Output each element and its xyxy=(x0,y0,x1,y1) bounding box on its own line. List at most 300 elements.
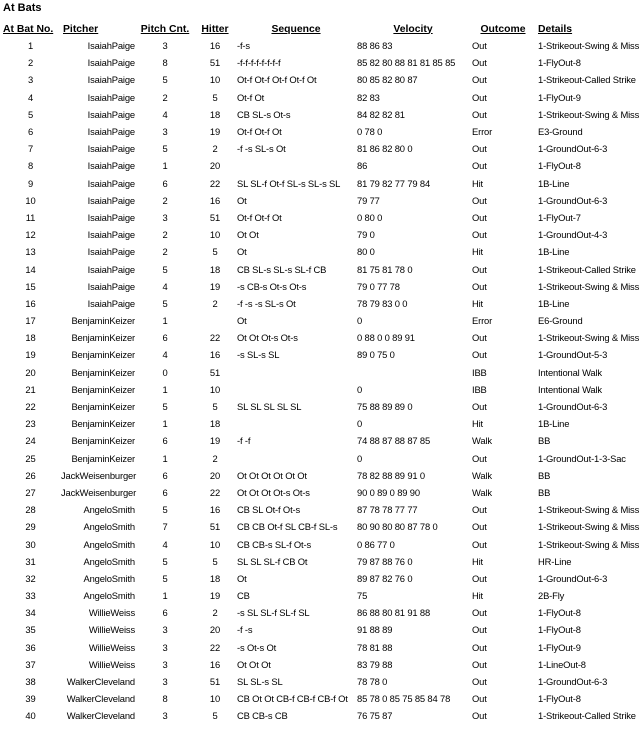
outcome-cell: Error xyxy=(472,315,493,327)
outcome-cell: Walk xyxy=(472,469,492,481)
at-bat-no-cell: 36 xyxy=(25,641,36,653)
table-header xyxy=(0,21,628,37)
outcome-cell: Out xyxy=(472,676,487,688)
at-bat-no-cell: 39 xyxy=(25,693,36,705)
details-cell: Intentional Walk xyxy=(538,383,602,395)
velocity-cell: 81 86 82 80 0 xyxy=(357,143,413,155)
outcome-cell: Out xyxy=(472,658,487,670)
pitch-count-cell: 6 xyxy=(162,435,168,447)
outcome-cell: Out xyxy=(472,160,487,172)
table-row xyxy=(0,621,628,638)
sequence-cell: -f -f xyxy=(237,435,251,447)
details-cell: BB xyxy=(538,486,551,498)
table-row xyxy=(0,278,628,295)
pitcher-cell: IsaiahPaige xyxy=(87,229,135,241)
hitter-cell: 2 xyxy=(212,143,218,155)
details-cell: 1-GroundOut-6-3 xyxy=(538,572,608,584)
at-bat-no-cell: 5 xyxy=(27,108,34,120)
sequence-cell: SL SL SL SL SL xyxy=(237,401,302,413)
outcome-cell: Out xyxy=(472,280,487,292)
velocity-cell xyxy=(355,364,469,381)
outcome-cell: Out xyxy=(472,57,487,69)
sequence-cell: SL SL-f Ot-f SL-s SL-s SL xyxy=(237,177,341,189)
velocity-cell: 0 86 77 0 xyxy=(357,538,395,550)
pitch-count-cell: 5 xyxy=(162,572,168,584)
details-cell: 1-Strikeout-Called Strike xyxy=(538,710,636,722)
table-row xyxy=(0,346,628,363)
hitter-cell: 16 xyxy=(209,194,221,206)
velocity-cell: 79 87 88 76 0 xyxy=(357,555,413,567)
sequence-cell: Ot xyxy=(237,194,247,206)
sequence-cell: -f -s xyxy=(237,624,253,636)
table-row xyxy=(0,329,628,346)
hitter-cell: 18 xyxy=(209,572,221,584)
table-row xyxy=(0,553,628,570)
pitch-count-cell: 1 xyxy=(162,452,168,464)
at-bat-no-cell: 24 xyxy=(25,435,36,447)
pitch-count-cell: 5 xyxy=(162,555,168,567)
pitcher-cell: AngeloSmith xyxy=(83,590,135,602)
sequence-cell: -s SL-s SL xyxy=(237,349,280,361)
velocity-cell: 83 79 88 xyxy=(357,658,393,670)
table-row xyxy=(0,106,628,123)
velocity-cell: 89 0 75 0 xyxy=(357,349,395,361)
table-row xyxy=(0,450,628,467)
table-row xyxy=(0,209,628,226)
pitch-count-cell: 1 xyxy=(162,418,168,430)
velocity-cell: 78 82 88 89 91 0 xyxy=(357,469,425,481)
details-cell: 1-GroundOut-4-3 xyxy=(538,229,608,241)
sequence-cell: CB SL Ot-f Ot-s xyxy=(237,504,301,516)
sequence-cell xyxy=(235,381,355,398)
hitter-cell: 20 xyxy=(209,624,221,636)
outcome-cell: Hit xyxy=(472,555,484,567)
outcome-cell: Out xyxy=(472,572,487,584)
pitcher-cell: IsaiahPaige xyxy=(87,263,135,275)
pitch-count-cell: 5 xyxy=(162,401,168,413)
hitter-cell: 10 xyxy=(209,693,221,705)
header-hitter: Hitter xyxy=(201,23,229,35)
sequence-cell: CB CB-s CB xyxy=(237,710,288,722)
pitch-count-cell: 3 xyxy=(162,710,168,722)
table-row xyxy=(0,364,628,381)
table-row xyxy=(0,673,628,690)
velocity-cell: 79 0 77 78 xyxy=(357,280,400,292)
pitch-count-cell: 3 xyxy=(162,676,168,688)
at-bat-no-cell: 38 xyxy=(25,676,36,688)
hitter-cell: 10 xyxy=(209,383,221,395)
table-row xyxy=(0,604,628,621)
pitch-count-cell: 5 xyxy=(162,143,168,155)
sequence-cell xyxy=(235,157,355,174)
table-row xyxy=(0,639,628,656)
hitter-cell xyxy=(195,312,235,329)
at-bat-no-cell: 29 xyxy=(25,521,36,533)
table-row xyxy=(0,707,628,724)
velocity-cell: 86 xyxy=(357,160,368,172)
pitch-count-cell: 6 xyxy=(162,607,168,619)
hitter-cell: 5 xyxy=(212,555,218,567)
details-cell: 1-Strikeout-Called Strike xyxy=(538,263,636,275)
pitcher-cell: WalkerCleveland xyxy=(66,693,135,705)
hitter-cell: 5 xyxy=(212,401,218,413)
header-sequence: Sequence xyxy=(271,23,321,35)
pitch-count-cell: 1 xyxy=(162,160,168,172)
hitter-cell: 16 xyxy=(209,349,221,361)
pitcher-cell: IsaiahPaige xyxy=(87,91,135,103)
pitch-count-cell: 5 xyxy=(162,74,168,86)
table-row xyxy=(0,432,628,449)
pitch-count-cell: 4 xyxy=(162,108,168,120)
at-bat-no-cell: 16 xyxy=(25,297,36,309)
outcome-cell: Out xyxy=(472,143,487,155)
sequence-cell: SL SL-s SL xyxy=(237,676,283,688)
pitch-count-cell: 0 xyxy=(162,366,168,378)
header-velocity: Velocity xyxy=(393,23,433,35)
pitcher-cell: WillieWeiss xyxy=(88,641,135,653)
at-bat-no-cell: 12 xyxy=(25,229,36,241)
pitcher-cell: JackWeisenburger xyxy=(61,469,137,481)
table-row xyxy=(0,37,628,54)
at-bat-no-cell: 28 xyxy=(25,504,36,516)
details-cell: E3-Ground xyxy=(538,126,583,138)
velocity-cell: 85 78 0 85 75 85 84 78 xyxy=(357,693,451,705)
velocity-cell: 0 80 0 xyxy=(357,211,383,223)
sequence-cell: -f-s xyxy=(237,40,250,52)
outcome-cell: Out xyxy=(472,194,487,206)
pitch-count-cell: 4 xyxy=(162,538,168,550)
table-row xyxy=(0,518,628,535)
sequence-cell: -f -s SL-s Ot xyxy=(237,143,286,155)
pitcher-cell: BenjaminKeizer xyxy=(71,366,135,378)
pitch-count-cell: 6 xyxy=(162,332,168,344)
details-cell: 1-Strikeout-Swing & Miss xyxy=(538,504,639,516)
at-bat-no-cell: 11 xyxy=(25,211,36,223)
outcome-cell: Hit xyxy=(472,246,484,258)
hitter-cell: 22 xyxy=(209,177,221,189)
table-row xyxy=(0,656,628,673)
velocity-cell: 0 xyxy=(357,315,363,327)
details-cell: 1-GroundOut-6-3 xyxy=(538,194,608,206)
pitcher-cell: IsaiahPaige xyxy=(87,74,135,86)
hitter-cell: 19 xyxy=(209,126,221,138)
at-bat-no-cell: 13 xyxy=(25,246,36,258)
table-row xyxy=(0,398,628,415)
outcome-cell: Out xyxy=(472,211,487,223)
pitcher-cell: BenjaminKeizer xyxy=(71,452,135,464)
pitch-count-cell: 3 xyxy=(162,126,168,138)
hitter-cell: 51 xyxy=(209,211,221,223)
velocity-cell: 78 78 0 xyxy=(357,676,388,688)
sequence-cell: SL SL SL-f CB Ot xyxy=(237,555,308,567)
details-cell: 1-Strikeout-Swing & Miss xyxy=(538,40,639,52)
pitch-count-cell: 5 xyxy=(162,297,168,309)
outcome-cell: Out xyxy=(472,521,487,533)
at-bat-no-cell: 7 xyxy=(27,143,34,155)
velocity-cell: 0 88 0 0 89 91 xyxy=(357,332,415,344)
hitter-cell: 18 xyxy=(209,108,221,120)
outcome-cell: Out xyxy=(472,349,487,361)
details-cell: 1-FlyOut-8 xyxy=(538,57,581,69)
sequence-cell: Ot-f Ot-f Ot xyxy=(237,211,282,223)
header-outcome: Outcome xyxy=(480,23,526,35)
sequence-cell: Ot-f Ot-f Ot-f Ot-f Ot xyxy=(237,74,317,86)
velocity-cell: 82 83 xyxy=(357,91,380,103)
hitter-cell: 2 xyxy=(212,607,218,619)
hitter-cell: 51 xyxy=(209,366,221,378)
pitcher-cell: BenjaminKeizer xyxy=(71,435,135,447)
table-row xyxy=(0,690,628,707)
pitcher-cell: AngeloSmith xyxy=(83,555,135,567)
details-cell: 2B-Fly xyxy=(538,590,565,602)
pitcher-cell: IsaiahPaige xyxy=(87,40,135,52)
outcome-cell: Out xyxy=(472,641,487,653)
details-cell: 1-FlyOut-8 xyxy=(538,624,581,636)
pitcher-cell: WalkerCleveland xyxy=(66,710,135,722)
header-row xyxy=(0,21,628,37)
pitch-count-cell: 6 xyxy=(162,177,168,189)
pitcher-cell: IsaiahPaige xyxy=(87,108,135,120)
velocity-cell: 80 85 82 80 87 xyxy=(357,74,418,86)
details-cell: 1-Strikeout-Swing & Miss xyxy=(538,538,639,550)
hitter-cell: 51 xyxy=(209,676,221,688)
outcome-cell: Out xyxy=(472,91,487,103)
details-cell: 1-GroundOut-6-3 xyxy=(538,401,608,413)
pitch-count-cell: 1 xyxy=(162,590,168,602)
sequence-cell: -f -s -s SL-s Ot xyxy=(237,297,296,309)
details-cell: 1-Strikeout-Called Strike xyxy=(538,74,636,86)
at-bat-no-cell: 22 xyxy=(25,401,36,413)
at-bat-no-cell: 17 xyxy=(25,315,36,327)
velocity-cell: 74 88 87 88 87 85 xyxy=(357,435,431,447)
details-cell: BB xyxy=(538,469,551,481)
pitcher-cell: IsaiahPaige xyxy=(87,211,135,223)
outcome-cell: Out xyxy=(472,538,487,550)
outcome-cell: Out xyxy=(472,40,487,52)
table-row xyxy=(0,226,628,243)
at-bat-no-cell: 40 xyxy=(25,710,36,722)
hitter-cell: 10 xyxy=(209,74,221,86)
velocity-cell: 84 82 82 81 xyxy=(357,108,405,120)
velocity-cell: 0 xyxy=(357,383,363,395)
velocity-cell: 88 86 83 xyxy=(357,40,393,52)
at-bat-no-cell: 33 xyxy=(25,590,36,602)
sequence-cell: -s CB-s Ot-s Ot-s xyxy=(237,280,307,292)
details-cell: 1-FlyOut-8 xyxy=(538,607,581,619)
hitter-cell: 51 xyxy=(209,57,221,69)
outcome-cell: Out xyxy=(472,229,487,241)
hitter-cell: 16 xyxy=(209,40,221,52)
pitcher-cell: IsaiahPaige xyxy=(87,57,135,69)
pitcher-cell: AngeloSmith xyxy=(83,504,135,516)
at-bat-no-cell: 27 xyxy=(25,486,36,498)
table-row xyxy=(0,192,628,209)
hitter-cell: 10 xyxy=(209,229,221,241)
velocity-cell: 76 75 87 xyxy=(357,710,393,722)
details-cell: 1B-Line xyxy=(538,177,570,189)
pitch-count-cell: 4 xyxy=(162,349,168,361)
at-bat-no-cell: 31 xyxy=(25,555,36,567)
outcome-cell: Out xyxy=(472,108,487,120)
pitch-count-cell: 5 xyxy=(162,504,168,516)
sequence-cell: CB CB-s SL-f Ot-s xyxy=(237,538,312,550)
at-bat-no-cell: 14 xyxy=(25,263,36,275)
pitcher-cell: BenjaminKeizer xyxy=(71,383,135,395)
hitter-cell: 20 xyxy=(209,160,221,172)
outcome-cell: IBB xyxy=(472,383,487,395)
sequence-cell: -s Ot-s Ot xyxy=(237,641,277,653)
pitch-count-cell: 1 xyxy=(162,315,168,327)
velocity-cell: 78 81 88 xyxy=(357,641,393,653)
table-row xyxy=(0,260,628,277)
sequence-cell: Ot Ot Ot xyxy=(237,658,271,670)
at-bat-no-cell: 4 xyxy=(27,91,34,103)
sequence-cell: CB SL-s SL-s SL-f CB xyxy=(237,263,327,275)
at-bat-no-cell: 2 xyxy=(27,57,34,69)
pitch-count-cell: 7 xyxy=(162,521,168,533)
details-cell: 1-FlyOut-9 xyxy=(538,91,581,103)
sequence-cell: Ot Ot Ot-s Ot-s xyxy=(237,332,298,344)
velocity-cell: 81 79 82 77 79 84 xyxy=(357,177,431,189)
table-row xyxy=(0,89,628,106)
hitter-cell: 19 xyxy=(209,435,221,447)
details-cell: 1-GroundOut-6-3 xyxy=(538,676,608,688)
pitcher-cell: WillieWeiss xyxy=(88,658,135,670)
pitcher-cell: IsaiahPaige xyxy=(87,143,135,155)
table-row xyxy=(0,157,628,174)
velocity-cell: 0 xyxy=(357,452,363,464)
pitch-count-cell: 1 xyxy=(162,383,168,395)
pitcher-cell: IsaiahPaige xyxy=(87,126,135,138)
at-bat-no-cell: 10 xyxy=(25,194,36,206)
table-row xyxy=(0,175,628,192)
pitcher-cell: IsaiahPaige xyxy=(87,297,135,309)
pitch-count-cell: 2 xyxy=(162,246,168,258)
outcome-cell: Out xyxy=(472,74,487,86)
at-bat-no-cell: 6 xyxy=(27,126,34,138)
outcome-cell: Out xyxy=(472,710,487,722)
outcome-cell: Out xyxy=(472,624,487,636)
pitch-count-cell: 2 xyxy=(162,194,168,206)
details-cell: 1-FlyOut-7 xyxy=(538,211,581,223)
outcome-cell: Hit xyxy=(472,297,484,309)
table-row xyxy=(0,71,628,88)
velocity-cell: 89 87 82 76 0 xyxy=(357,572,413,584)
pitcher-cell: AngeloSmith xyxy=(83,538,135,550)
outcome-cell: Hit xyxy=(472,590,484,602)
pitcher-cell: BenjaminKeizer xyxy=(71,418,135,430)
table-row xyxy=(0,54,628,71)
at-bat-no-cell: 26 xyxy=(25,469,36,481)
pitcher-cell: WillieWeiss xyxy=(88,624,135,636)
pitcher-cell: JackWeisenburger xyxy=(61,486,137,498)
outcome-cell: Out xyxy=(472,401,487,413)
hitter-cell: 5 xyxy=(212,91,218,103)
velocity-cell: 0 78 0 xyxy=(357,126,383,138)
details-cell: BB xyxy=(538,435,551,447)
outcome-cell: Out xyxy=(472,504,487,516)
sequence-cell: Ot Ot xyxy=(237,229,259,241)
table-row xyxy=(0,381,628,398)
pitch-count-cell: 2 xyxy=(162,229,168,241)
outcome-cell: Walk xyxy=(472,435,492,447)
table-row xyxy=(0,295,628,312)
table-row xyxy=(0,535,628,552)
sequence-cell: -s SL SL-f SL-f SL xyxy=(237,607,310,619)
at-bat-no-cell: 32 xyxy=(25,572,36,584)
pitch-count-cell: 3 xyxy=(162,40,168,52)
hitter-cell: 16 xyxy=(209,658,221,670)
pitcher-cell: AngeloSmith xyxy=(83,572,135,584)
outcome-cell: Out xyxy=(472,263,487,275)
at-bat-no-cell: 30 xyxy=(25,538,36,550)
sequence-cell: Ot xyxy=(237,246,247,258)
velocity-cell: 79 0 xyxy=(357,229,375,241)
table-row xyxy=(0,415,628,432)
details-cell: Intentional Walk xyxy=(538,366,602,378)
sequence-cell: CB CB Ot-f SL CB-f SL-s xyxy=(237,521,338,533)
outcome-cell: Out xyxy=(472,693,487,705)
outcome-cell: Hit xyxy=(472,177,484,189)
pitch-count-cell: 5 xyxy=(162,263,168,275)
sequence-cell: CB xyxy=(237,590,250,602)
hitter-cell: 5 xyxy=(212,246,218,258)
velocity-cell: 81 75 81 78 0 xyxy=(357,263,413,275)
details-cell: 1-GroundOut-5-3 xyxy=(538,349,608,361)
sequence-cell xyxy=(235,364,355,381)
pitcher-cell: IsaiahPaige xyxy=(87,246,135,258)
hitter-cell: 19 xyxy=(209,590,221,602)
at-bats-table xyxy=(0,21,639,725)
hitter-cell: 2 xyxy=(212,297,218,309)
sheet-title: At Bats xyxy=(3,2,42,14)
at-bat-no-cell: 18 xyxy=(25,332,36,344)
sequence-cell: Ot Ot Ot Ot Ot Ot xyxy=(237,469,307,481)
pitch-count-cell: 6 xyxy=(162,469,168,481)
pitcher-cell: IsaiahPaige xyxy=(87,194,135,206)
hitter-cell: 18 xyxy=(209,263,221,275)
details-cell: 1-LineOut-8 xyxy=(538,658,586,670)
hitter-cell: 18 xyxy=(209,418,221,430)
table-row xyxy=(0,312,628,329)
table-row xyxy=(0,570,628,587)
sequence-cell: Ot Ot Ot Ot-s Ot-s xyxy=(237,486,310,498)
pitch-count-cell: 3 xyxy=(162,658,168,670)
hitter-cell: 22 xyxy=(209,641,221,653)
velocity-cell: 90 0 89 0 89 90 xyxy=(357,486,420,498)
at-bat-no-cell: 1 xyxy=(27,40,34,52)
pitch-count-cell: 3 xyxy=(162,641,168,653)
pitch-count-cell: 3 xyxy=(162,211,168,223)
at-bat-no-cell: 37 xyxy=(25,658,36,670)
pitch-count-cell: 3 xyxy=(162,624,168,636)
hitter-cell: 20 xyxy=(209,469,221,481)
header-at-bat-no: At Bat No. xyxy=(3,23,54,35)
details-cell: 1-Strikeout-Swing & Miss xyxy=(538,332,639,344)
velocity-cell: 86 88 80 81 91 88 xyxy=(357,607,431,619)
header-details: Details xyxy=(538,23,573,35)
pitcher-cell: AngeloSmith xyxy=(83,521,135,533)
pitcher-cell: WalkerCleveland xyxy=(66,676,135,688)
pitcher-cell: WillieWeiss xyxy=(88,607,135,619)
at-bat-no-cell: 8 xyxy=(27,160,34,172)
details-cell: 1-Strikeout-Swing & Miss xyxy=(538,521,639,533)
pitcher-cell: BenjaminKeizer xyxy=(71,401,135,413)
pitch-count-cell: 2 xyxy=(162,91,168,103)
header-pitcher: Pitcher xyxy=(63,23,99,35)
header-pitch-count: Pitch Cnt. xyxy=(140,23,190,35)
hitter-cell: 22 xyxy=(209,332,221,344)
